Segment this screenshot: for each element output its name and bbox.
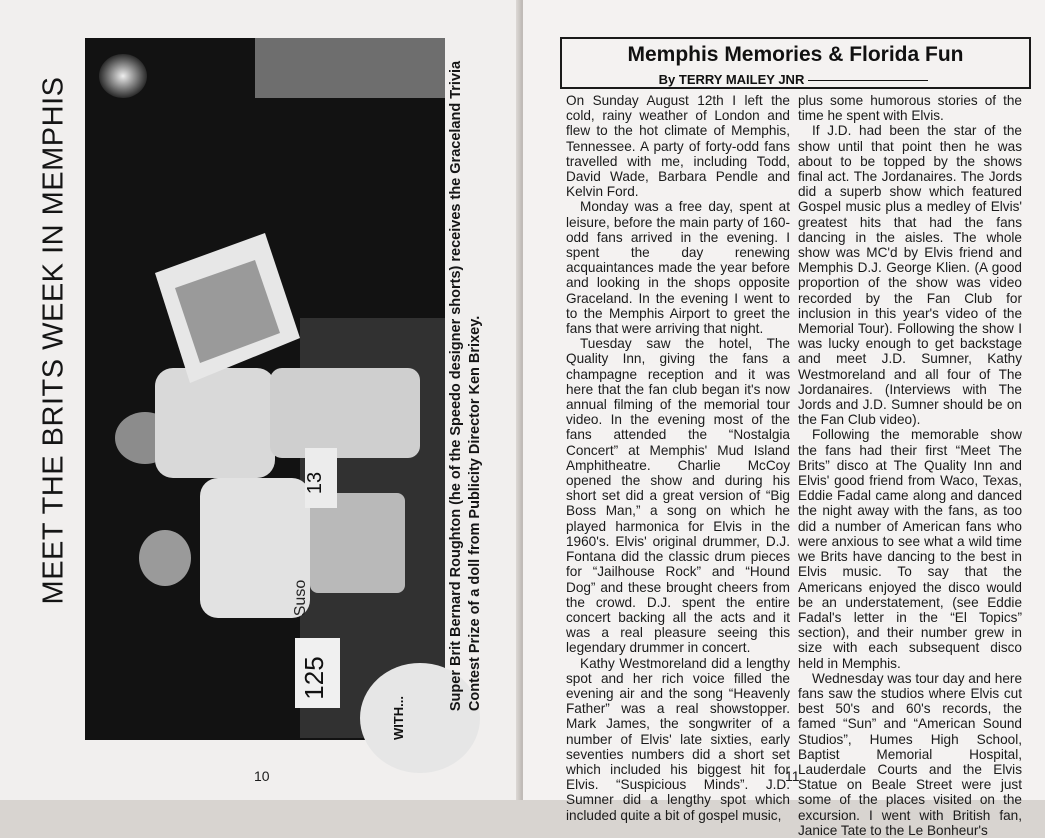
svg-text:13 xyxy=(304,472,326,494)
svg-text:Suso xyxy=(292,580,309,617)
sign-suso: Suso xyxy=(292,579,309,617)
paragraph: Kathy Westmoreland did a lengthy spot and her rich voice filled the evening air and the song “Heavenly Father” was a real showstopper. Mark James, the songwriter of a number of Elvis' late sixties, early seventies numbers did a short set which included his biggest hit for Elvis. “Suspicious Minds”. J.D. Sumner did a lengthy spot which included quite a bit of gospel music, xyxy=(566,655,790,823)
paragraph: On Sunday August 12th I left the cold, rainy weather of London and flew to the hot climate of Memphis, Tennessee. A party of forty-odd fans travelled with me, including Todd, David Wade, Barbara Pendle and Kelvin Ford. xyxy=(566,93,790,200)
byline-rule xyxy=(808,80,928,81)
byline-text: By TERRY MAILEY JNR xyxy=(658,72,805,87)
paragraph: Tuesday saw the hotel, The Quality Inn, giving the fans a champagne reception and it was here that the fan club began it's now annual filming of the memorial tour video. In the evening most of the fans attended the “Nostalgia Concert” at Memphis' Mud Island Amphitheatre. Charlie McCoy opened the show and during his short set did a great version of “Big Boss Man,” a song on which he played harmonica for Elvis in the 1960's. Elvis' original drummer, D.J. Fontana did the classic drum pieces for “Jailhouse Rock” and “Hound Dog” and these brought cheers from the crowd. D.J. spent the entire concert backing all the acts and it was a real pleasure seeing this legendary drummer in concert. xyxy=(566,336,790,656)
paragraph: Wednesday was tour day and here fans saw the studios where Elvis cut best 50's and 60's records, the famed “Sun” and “American Sound Studios”, Humes High School, Baptist Memorial Hospital, Lauderdale Courts and the Elvis Statue on Beale Street were just some of the places visited on the excursion. I went with British fan, Janice Tate to the Le Bonheur's xyxy=(798,670,1022,838)
left-page xyxy=(0,0,522,800)
page-number-left: 10 xyxy=(254,768,270,784)
article-column-1 xyxy=(566,93,790,823)
svg-text:125 xyxy=(299,656,329,699)
article-title: Memphis Memories & Florida Fun xyxy=(627,43,964,66)
sign-with: WITH... xyxy=(391,695,406,741)
caption-line-2: Contest Prize of a doll from Publicity Director Ken Brixey. xyxy=(467,315,484,712)
article-column-2 xyxy=(798,93,1022,838)
caption-line-1: Super Brit Bernard Roughton (he of the Speedo designer shorts) receives the Graceland Trivia xyxy=(448,60,465,712)
paragraph: Following the memorable show the fans had their first “Meet The Brits” disco at The Quality Inn and Elvis' good friend from Waco, Texas, Eddie Fadal came along and danced the night away with the fans, as too did a number of American fans who were anxious to see what a wild time we Brits have dancing to the best in Elvis music. To say that the Americans enjoyed the disco would be an understatement, (see Eddie Fadal's letter in the “El Topics” section), and their number grew in size with each subsequent disco held in Memphis. xyxy=(798,427,1022,671)
paragraph: Monday was a free day, spent at leisure, before the main party of 160-odd fans arrived in the evening. I spent the day renewing acquaintances made the year before and looking in the shops opposite Graceland. In the evening I went to to the Memphis Airport to greet the fans that were arriving that night. xyxy=(566,199,790,337)
photo xyxy=(85,38,445,740)
byline xyxy=(562,72,1029,87)
title-box xyxy=(560,37,1031,89)
sign-13: 13 xyxy=(304,471,326,495)
paragraph: If J.D. had been the star of the show until that point then he was about to be topped by the shows final act. The Jordanaires. The Jords did a superb show which featured Gospel music plus a medley of Elvis' greatest hits that had the fans dancing in the aisles. The whole show was MC'd by Elvis friend and Memphis D.J. George Klien. (A good proportion of the show was video recorded by the Fan Club for inclusion in this year's video of the Memorial Tour). Following the show I was lucky enough to get backstage and meet J.D. Sumner, Kathy Westmoreland and all four of The Jordanaires. (Interviews with The Jords and J.D. Sumner should be on the Fan Club video). xyxy=(798,123,1022,428)
right-page xyxy=(523,0,1045,838)
vertical-title xyxy=(34,40,74,640)
vertical-title-text: MEET THE BRITS WEEK IN MEMPHIS xyxy=(37,76,70,604)
photo-caption xyxy=(444,38,488,740)
svg-text:WITH... xyxy=(391,696,406,740)
sign-125: 125 xyxy=(299,656,329,700)
paragraph: plus some humorous stories of the time he spent with Elvis. xyxy=(798,93,1022,124)
page-number-right: 11 xyxy=(785,768,800,784)
